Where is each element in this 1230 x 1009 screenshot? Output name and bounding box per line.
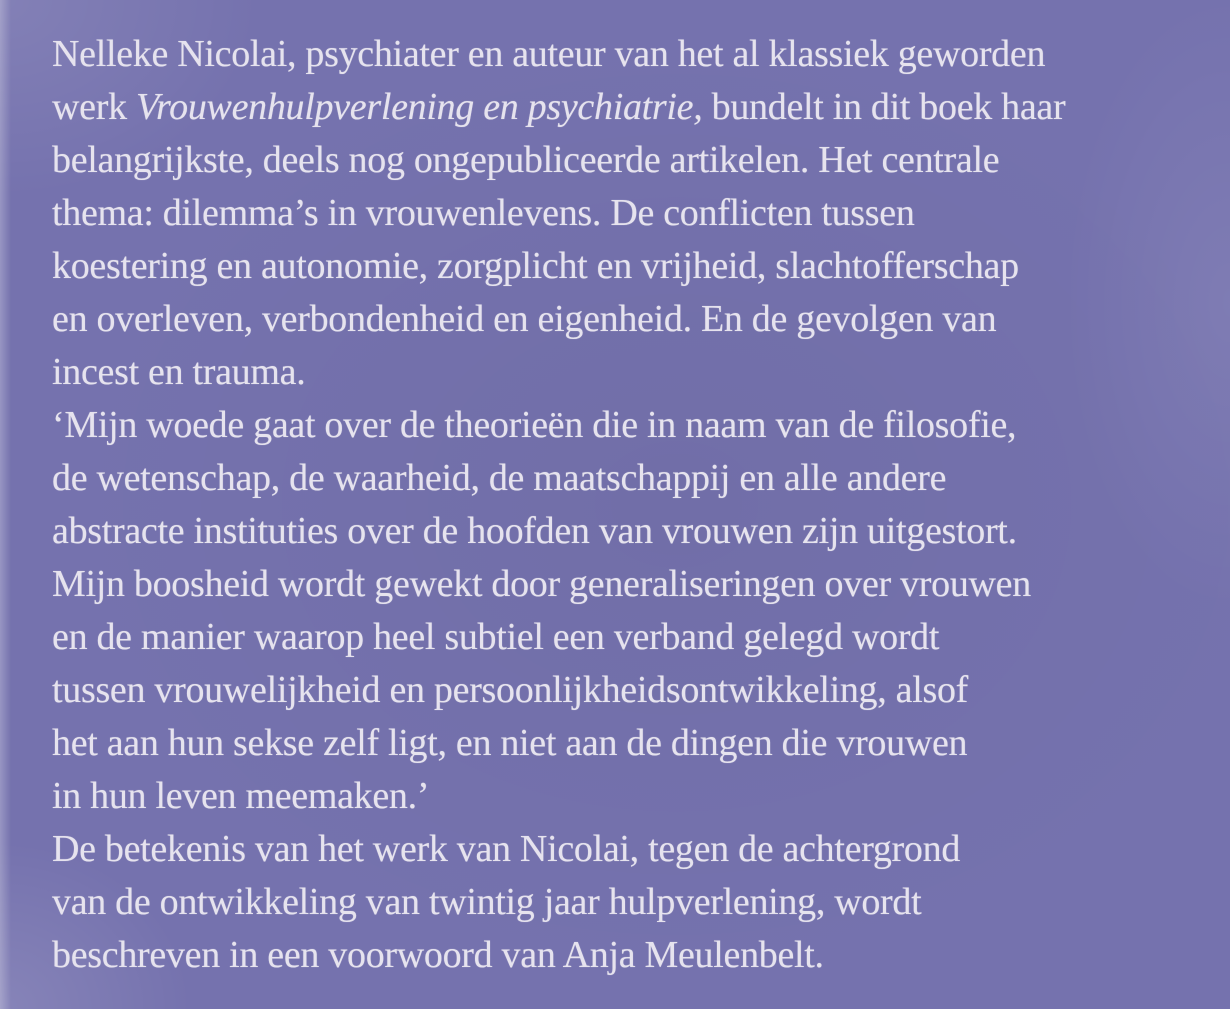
book-title-italic: Vrouwenhulpverlening en psychiatrie,	[135, 86, 703, 128]
blurb-text: koestering en autonomie, zorgplicht en vrijheid, slachtofferschap	[52, 245, 1019, 287]
blurb-line	[52, 717, 1216, 770]
blurb-text: tussen vrouwelijkheid en persoonlijkheidsontwikkeling, alsof	[52, 669, 969, 711]
blurb-text: Nelleke Nicolai, psychiater en auteur van het al klassiek geworden	[52, 33, 1046, 75]
blurb-text: werk	[52, 86, 136, 128]
blurb-line	[52, 558, 1216, 611]
blurb-text: en overleven, verbondenheid en eigenheid. En de gevolgen van	[52, 298, 997, 340]
blurb-text: abstracte instituties over de hoofden van vrouwen zijn uitgestort.	[52, 510, 1017, 552]
blurb-text: Mijn boosheid wordt gewekt door generaliseringen over vrouwen	[52, 563, 1031, 605]
blurb-line	[52, 134, 1216, 187]
blurb-line	[52, 81, 1216, 134]
blurb-text: thema: dilemma’s in vrouwenlevens. De conflicten tussen	[52, 192, 915, 234]
blurb-text: belangrijkste, deels nog ongepubliceerde artikelen. Het centrale	[52, 139, 1000, 181]
blurb-line	[52, 346, 1216, 399]
blurb-line	[52, 293, 1216, 346]
blurb-text: van de ontwikkeling van twintig jaar hulpverlening, wordt	[52, 881, 922, 923]
blurb-text: ‘Mijn woede gaat over de theorieën die in naam van de filosofie,	[52, 404, 1017, 446]
blurb-line	[52, 505, 1216, 558]
blurb-line	[52, 823, 1216, 876]
blurb-line	[52, 399, 1216, 452]
blurb-text: de wetenschap, de waarheid, de maatschappij en alle andere	[52, 457, 947, 499]
blurb-text: het aan hun sekse zelf ligt, en niet aan de dingen die vrouwen	[52, 722, 968, 764]
blurb-text: en de manier waarop heel subtiel een verband gelegd wordt	[52, 616, 940, 658]
blurb-text: in hun leven meemaken.’	[52, 775, 430, 817]
blurb-line	[52, 452, 1216, 505]
blurb-line	[52, 28, 1216, 81]
blurb-line	[52, 770, 1216, 823]
blurb-line	[52, 876, 1216, 929]
book-back-cover-blurb	[52, 28, 1216, 982]
blurb-line	[52, 929, 1216, 982]
blurb-line	[52, 240, 1216, 293]
blurb-text: De betekenis van het werk van Nicolai, tegen de achtergrond	[52, 828, 961, 870]
blurb-line	[52, 611, 1216, 664]
blurb-text: bundelt in dit boek haar	[702, 86, 1066, 128]
blurb-text: incest en trauma.	[52, 351, 306, 393]
blurb-line	[52, 664, 1216, 717]
blurb-text: beschreven in een voorwoord van Anja Meulenbelt.	[52, 934, 824, 976]
blurb-line	[52, 187, 1216, 240]
